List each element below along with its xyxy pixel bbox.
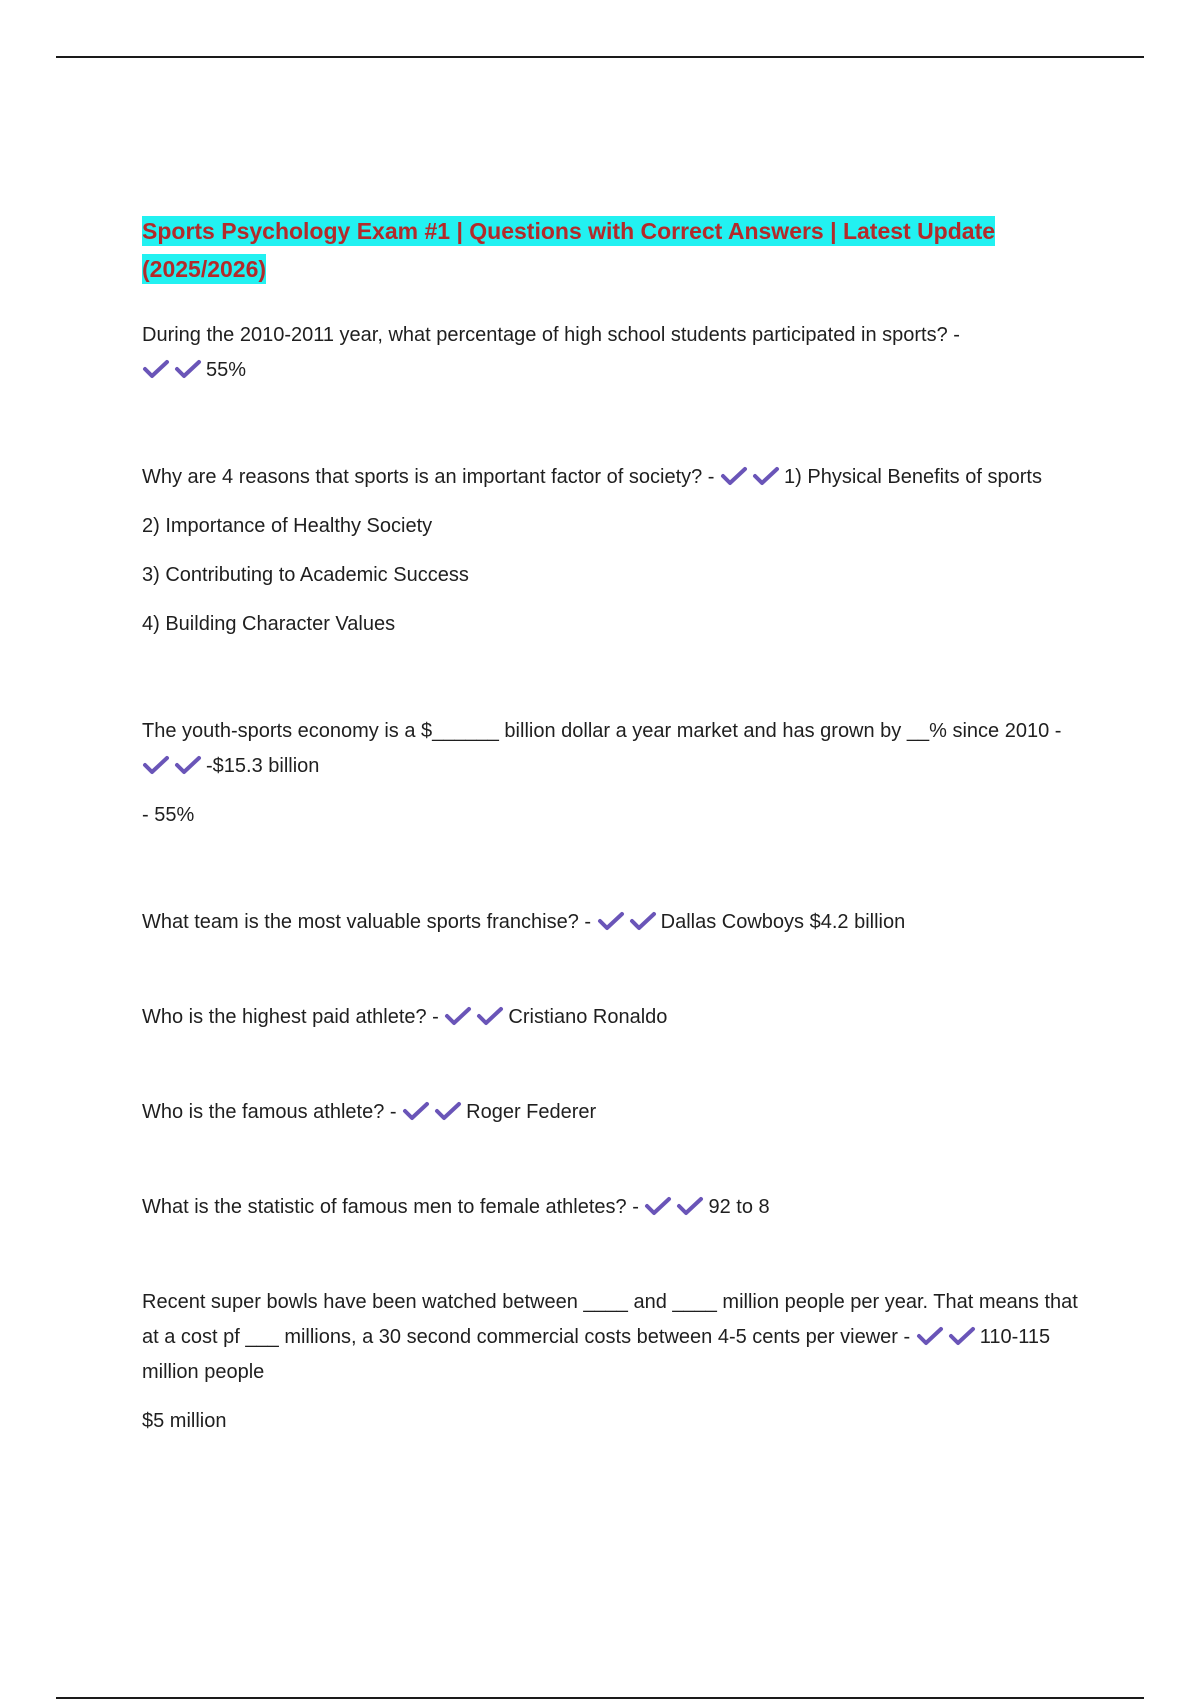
checkmark-icon: [644, 1196, 672, 1216]
checkmark-pair: [720, 460, 784, 495]
checkmark-icon: [434, 1101, 462, 1121]
checkmark-pair: [142, 353, 206, 388]
answer-text: 110-115 million people: [142, 1326, 1051, 1383]
answer-line: $5 million: [142, 1410, 227, 1432]
question-text: The youth-sports economy is a $______ billion dollar a year market and has grown by __% since 2010 -: [142, 720, 1062, 742]
checkmark-pair: [444, 1000, 508, 1035]
checkmark-icon: [720, 466, 748, 486]
question-text: What is the statistic of famous men to female athletes? -: [142, 1196, 639, 1218]
checkmark-icon: [629, 911, 657, 931]
checkmark-icon: [916, 1326, 944, 1346]
question-text: What team is the most valuable sports franchise? -: [142, 911, 592, 933]
checkmark-pair: [597, 905, 661, 940]
document-title: [142, 212, 1082, 288]
answer-text: -$15.3 billion: [206, 755, 320, 777]
checkmark-icon: [752, 466, 780, 486]
checkmark-icon: [476, 1006, 504, 1026]
checkmark-icon: [676, 1196, 704, 1216]
answer-line: 2) Importance of Healthy Society: [142, 515, 433, 537]
answer-text: Dallas Cowboys $4.2 billion: [660, 911, 906, 933]
qa-item: [142, 1190, 1082, 1225]
answer-line: 4) Building Character Values: [142, 613, 396, 635]
answer-text: 1) Physical Benefits of sports: [784, 466, 1042, 488]
checkmark-icon: [142, 359, 170, 379]
question-text: Recent super bowls have been watched between ____ and ____ million people per year. That means that at a cost pf ___ millions, a 30 second commercial costs between 4-5 cents per viewer -: [142, 1291, 1078, 1348]
question-text: Who is the highest paid athlete? -: [142, 1006, 439, 1028]
answer-line: - 55%: [142, 804, 195, 826]
question-text: During the 2010-2011 year, what percentage of high school students participated in sports? -: [142, 324, 960, 346]
checkmark-icon: [597, 911, 625, 931]
answer-text: Roger Federer: [466, 1101, 597, 1123]
checkmark-pair: [142, 749, 206, 784]
title-line-2: (2025/2026): [142, 256, 267, 282]
answer-text: 92 to 8: [708, 1196, 770, 1218]
qa-item: [142, 460, 1082, 642]
checkmark-icon: [402, 1101, 430, 1121]
question-text: Who is the famous athlete? -: [142, 1101, 397, 1123]
answer-line: 3) Contributing to Academic Success: [142, 564, 469, 586]
qa-item: [142, 318, 1082, 388]
checkmark-pair: [644, 1190, 708, 1225]
checkmark-icon: [142, 755, 170, 775]
checkmark-icon: [948, 1326, 976, 1346]
document-body: [142, 212, 1082, 1439]
checkmark-icon: [174, 755, 202, 775]
qa-item: [142, 1285, 1082, 1439]
top-rule: [56, 56, 1144, 58]
checkmark-pair: [402, 1095, 466, 1130]
bottom-rule: [56, 1697, 1144, 1699]
checkmark-icon: [174, 359, 202, 379]
qa-item: [142, 714, 1082, 833]
answer-text: Cristiano Ronaldo: [508, 1006, 668, 1028]
qa-item: [142, 1000, 1082, 1035]
qa-item: [142, 1095, 1082, 1130]
answer-text: 55%: [206, 359, 247, 381]
question-text: Why are 4 reasons that sports is an important factor of society? -: [142, 466, 715, 488]
checkmark-pair: [916, 1320, 980, 1355]
title-line-1: Sports Psychology Exam #1 | Questions with Correct Answers | Latest Update: [142, 218, 996, 244]
checkmark-icon: [444, 1006, 472, 1026]
qa-item: [142, 905, 1082, 940]
